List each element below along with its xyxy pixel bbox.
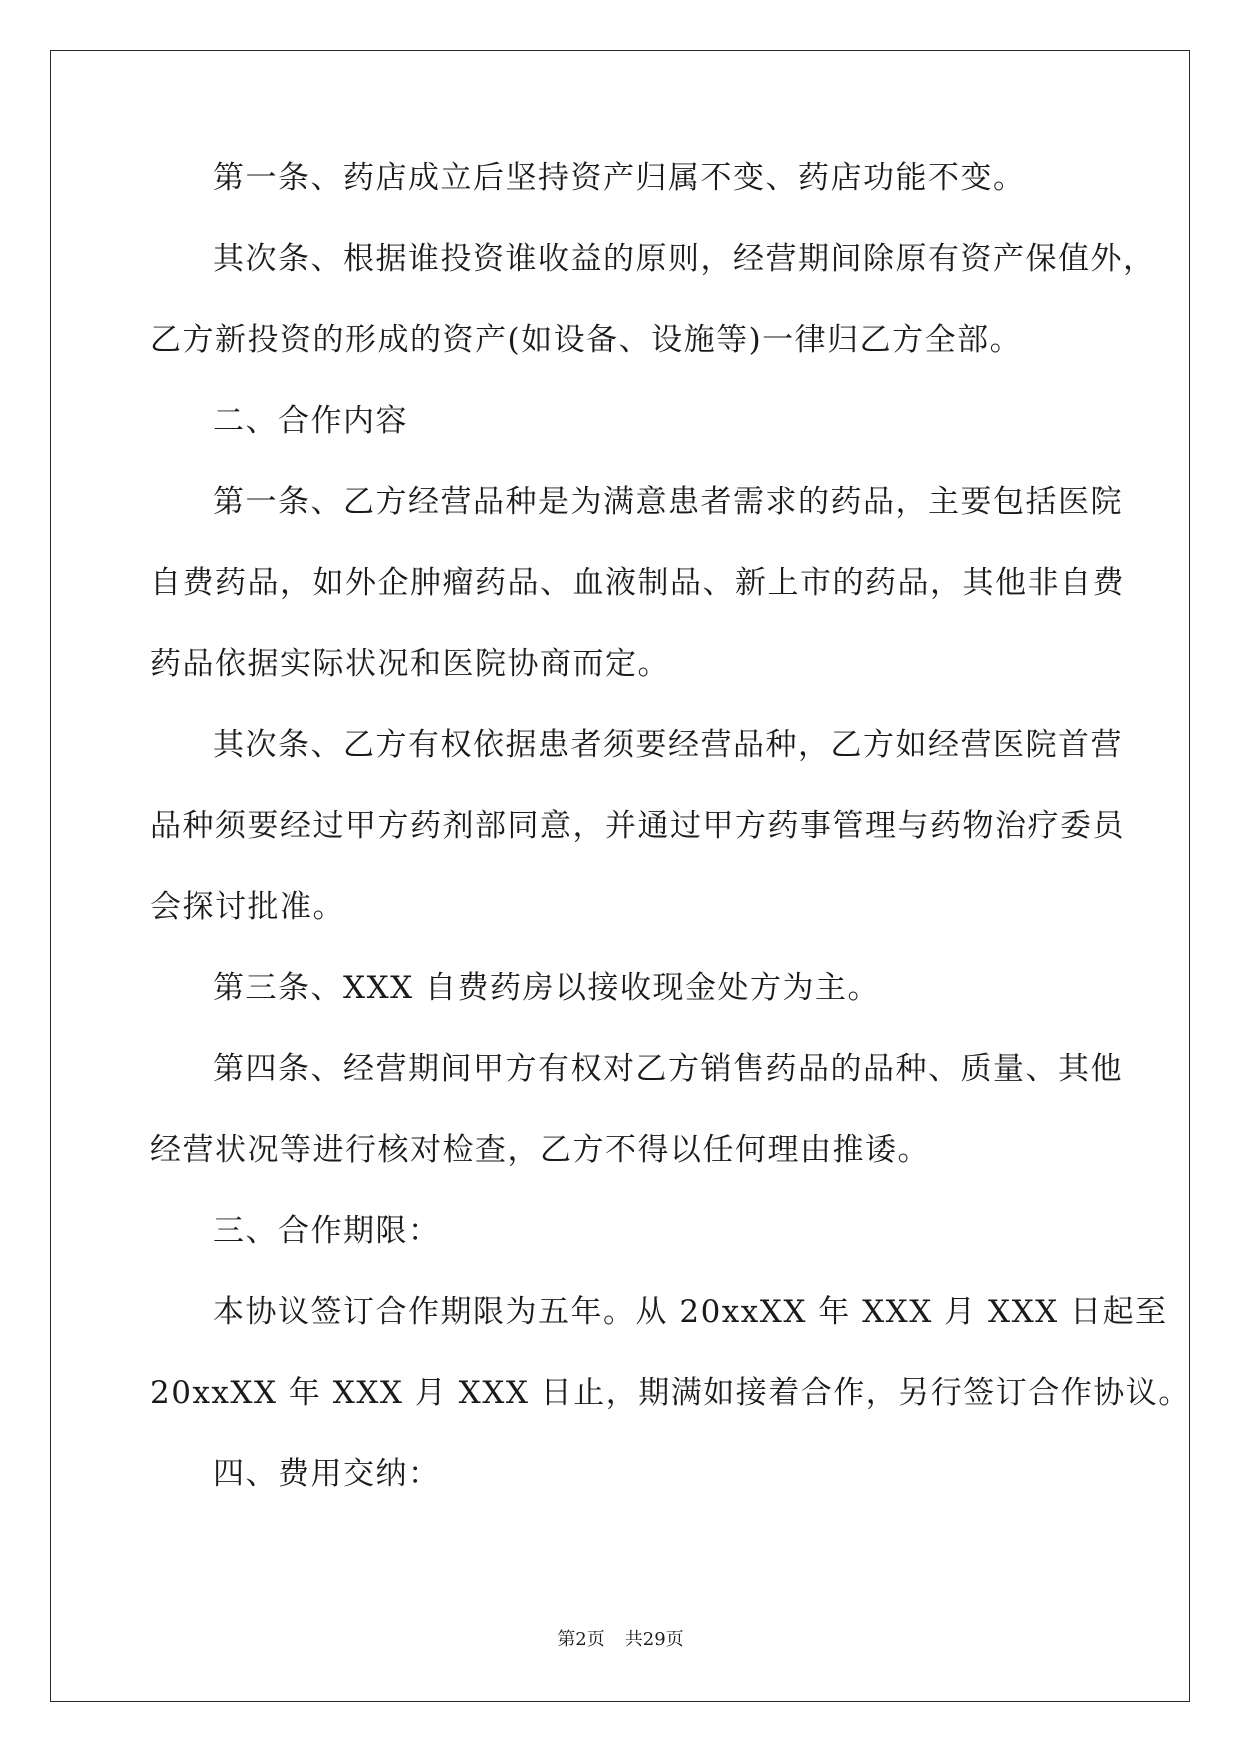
paragraph-line: 20xxXX 年 XXX 月 XXX 日止，期满如接着合作，另行签订合作协议。: [150, 1375, 1191, 1411]
page-number: 第2页: [557, 1629, 605, 1650]
paragraph-line: 其次条、乙方有权依据患者须要经营品种，乙方如经营医院首营: [213, 727, 1123, 763]
section-heading: 四、费用交纳：: [213, 1456, 441, 1492]
paragraph-line: 本协议签订合作期限为五年。从 20xxXX 年 XXX 月 XXX 日起至: [213, 1294, 1168, 1330]
paragraph-line: 乙方新投资的形成的资产(如设备、设施等)一律归乙方全部。: [150, 322, 1023, 358]
page-footer: [0, 1628, 1241, 1652]
paragraph-line: 第三条、XXX 自费药房以接收现金处方为主。: [213, 970, 881, 1006]
page-total: 共29页: [624, 1629, 684, 1650]
section-heading: 三、合作期限：: [213, 1213, 441, 1249]
paragraph-line: 第一条、药店成立后坚持资产归属不变、药店功能不变。: [213, 160, 1026, 196]
paragraph-line: 药品依据实际状况和医院协商而定。: [150, 646, 670, 682]
paragraph-line: 会探讨批准。: [150, 889, 345, 925]
paragraph-line: 第一条、乙方经营品种是为满意患者需求的药品，主要包括医院: [213, 484, 1123, 520]
section-heading: 二、合作内容: [213, 403, 408, 439]
document-body: [150, 158, 1191, 1535]
paragraph-line: 自费药品，如外企肿瘤药品、血液制品、新上市的药品，其他非自费: [150, 565, 1125, 601]
paragraph-line: 品种须要经过甲方药剂部同意，并通过甲方药事管理与药物治疗委员: [150, 808, 1125, 844]
paragraph-line: 第四条、经营期间甲方有权对乙方销售药品的品种、质量、其他: [213, 1051, 1123, 1087]
paragraph-line: 经营状况等进行核对检查，乙方不得以任何理由推诿。: [150, 1132, 930, 1168]
paragraph-line: 其次条、根据谁投资谁收益的原则，经营期间除原有资产保值外，: [213, 241, 1156, 277]
